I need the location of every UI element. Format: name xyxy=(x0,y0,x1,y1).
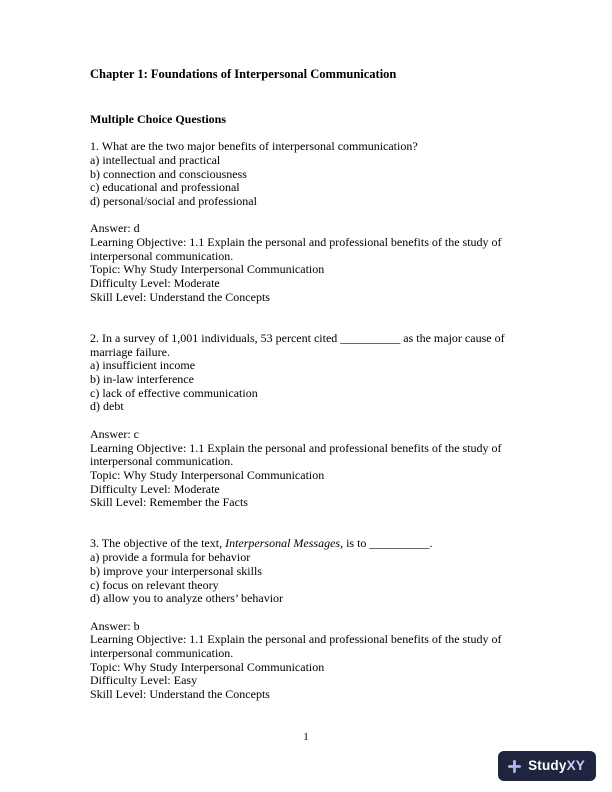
question-stem-text: 3. The objective of the text, xyxy=(90,536,226,551)
choice-c: c) lack of effective communication xyxy=(90,385,258,400)
choice-d: d) allow you to analyze others’ behavior xyxy=(90,591,284,606)
brand-text xyxy=(528,759,585,773)
learning-objective-line: Learning Objective: 1.1 Explain the personal and professional benefits of the study of interpersonal communication. xyxy=(90,235,502,263)
question-stem-text: , is to __________. xyxy=(340,536,433,551)
choice-a: a) insufficient income xyxy=(90,358,196,373)
choice-d: d) debt xyxy=(90,399,124,414)
answer-line: Answer: d xyxy=(90,221,140,236)
brand-study: Study xyxy=(528,758,567,774)
topic-line: Topic: Why Study Interpersonal Communication xyxy=(90,659,325,674)
choice-a: a) intellectual and practical xyxy=(90,152,221,167)
choice-b: b) improve your interpersonal skills xyxy=(90,563,262,578)
question-block-3 xyxy=(90,537,515,701)
learning-objective-line: Learning Objective: 1.1 Explain the personal and professional benefits of the study of interpersonal communication. xyxy=(90,440,502,469)
choice-b: b) connection and consciousness xyxy=(90,166,247,181)
topic-line: Topic: Why Study Interpersonal Communication xyxy=(90,262,325,277)
brand-xy: XY xyxy=(566,758,585,774)
question-stem xyxy=(90,332,515,359)
studyxy-logo xyxy=(498,751,596,781)
question-stem-text: 1. What are the two major benefits of interpersonal communication? xyxy=(90,139,418,154)
learning-objective-line: Learning Objective: 1.1 Explain the personal and professional benefits of the study of interpersonal communication. xyxy=(90,632,502,661)
skill-line: Skill Level: Understand the Concepts xyxy=(90,687,270,702)
skill-line: Skill Level: Understand the Concepts xyxy=(90,289,270,304)
question-stem-text: 2. In a survey of 1,001 individuals, 53 percent cited __________ as the major cause of marriage failure. xyxy=(90,330,505,359)
page-title: Chapter 1: Foundations of Interpersonal Communication xyxy=(90,67,397,81)
question-stem-italic: Interpersonal Messages xyxy=(225,536,341,551)
section-heading: Multiple Choice Questions xyxy=(90,111,227,126)
skill-line: Skill Level: Remember the Facts xyxy=(90,495,248,510)
choice-c: c) focus on relevant theory xyxy=(90,577,219,592)
question-stem xyxy=(90,537,515,551)
topic-line: Topic: Why Study Interpersonal Communication xyxy=(90,467,325,482)
difficulty-line: Difficulty Level: Moderate xyxy=(90,276,220,291)
choice-b: b) in-law interference xyxy=(90,372,194,387)
question-stem xyxy=(90,140,515,154)
page-number: 1 xyxy=(303,731,309,743)
answer-line: Answer: b xyxy=(90,618,140,633)
question-block-2 xyxy=(90,332,515,510)
choice-d: d) personal/social and professional xyxy=(90,193,257,208)
plus-icon xyxy=(507,759,522,774)
choice-a: a) provide a formula for behavior xyxy=(90,550,251,565)
choice-c: c) educational and professional xyxy=(90,180,240,195)
difficulty-line: Difficulty Level: Easy xyxy=(90,673,198,688)
difficulty-line: Difficulty Level: Moderate xyxy=(90,481,220,496)
question-block-1 xyxy=(90,140,515,304)
answer-line: Answer: c xyxy=(90,426,139,441)
